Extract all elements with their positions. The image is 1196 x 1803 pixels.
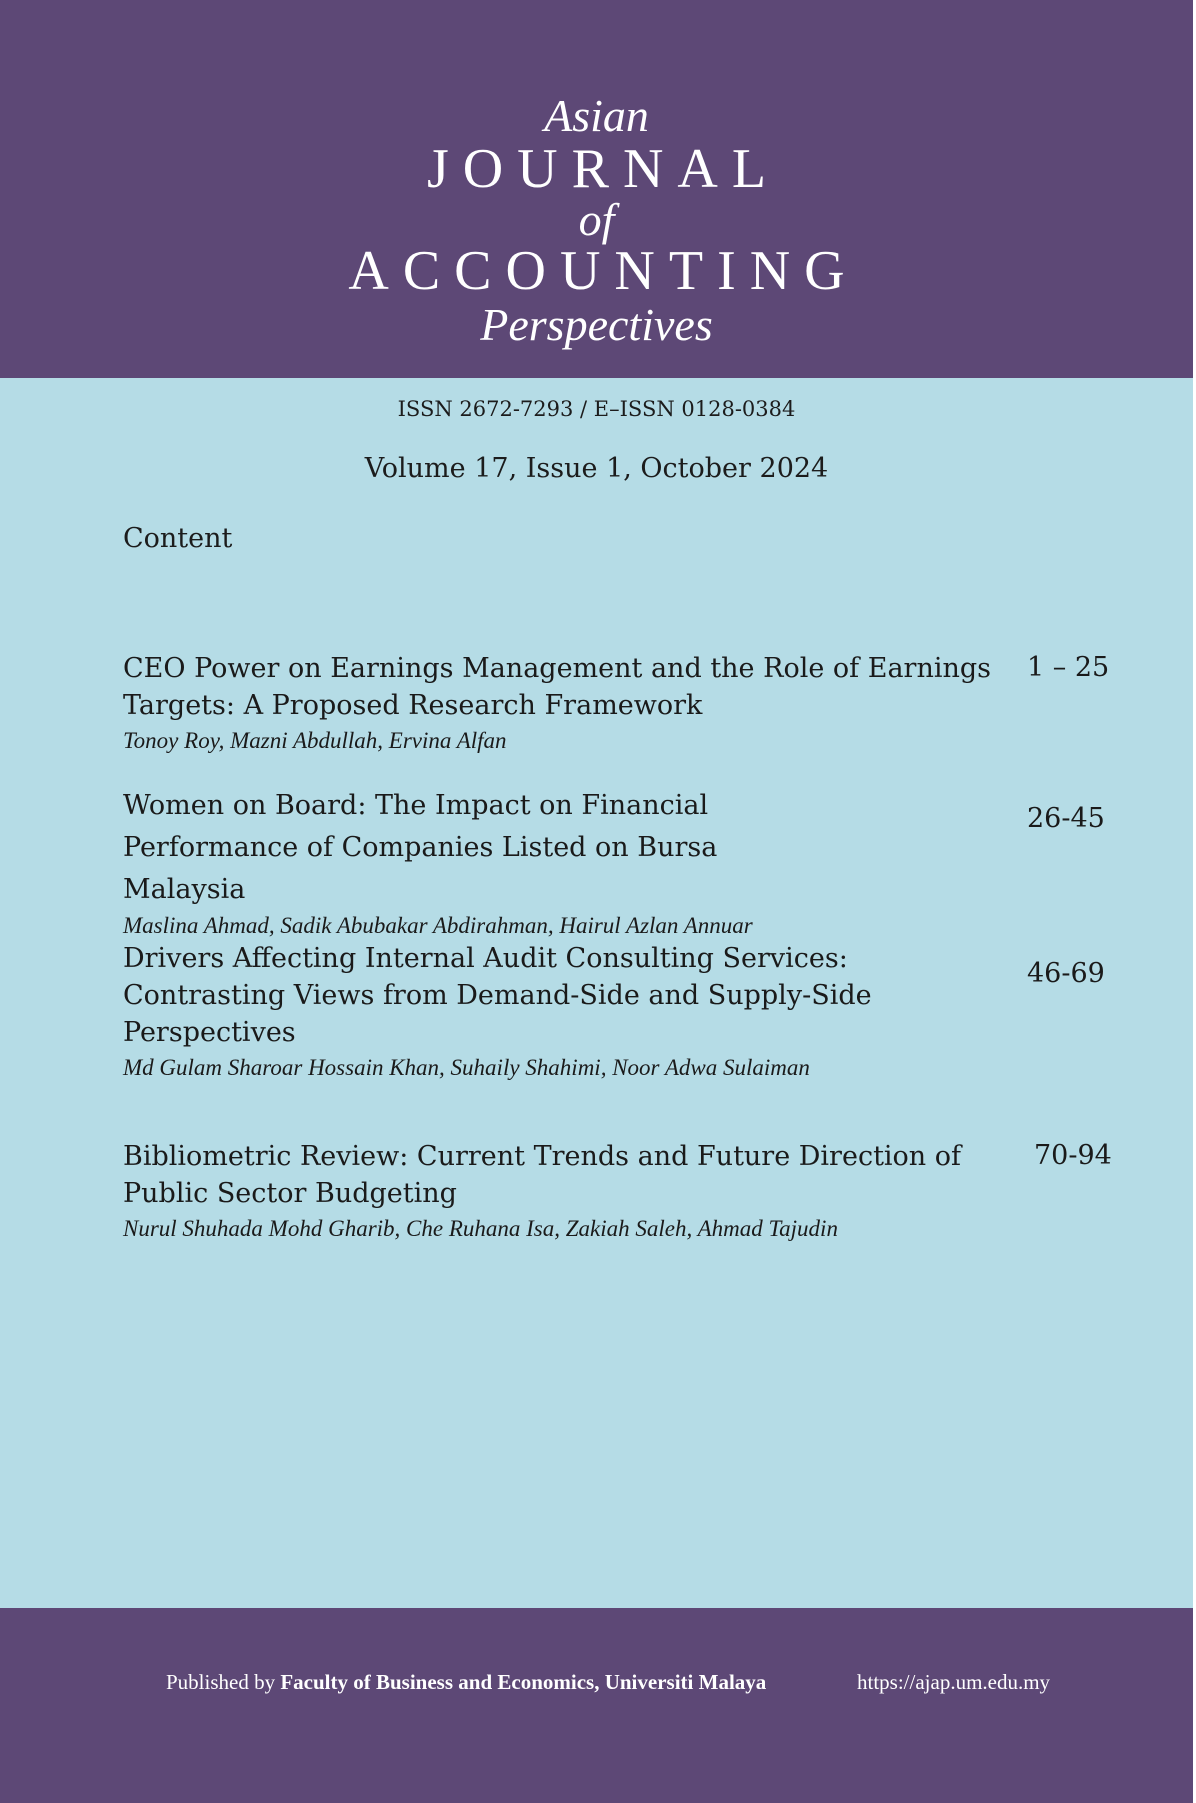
article-pages-2: 26-45 — [1027, 803, 1105, 834]
article-title[interactable]: Women on Board: The Impact on Financial Performance of Companies Listed on Bursa Malaysia — [123, 790, 718, 905]
article-title[interactable]: Drivers Affecting Internal Audit Consulting Services: Contrasting Views from Demand-Side and Supply-Side Perspectives — [123, 943, 872, 1048]
journal-masthead — [0, 0, 1193, 378]
article-entry-2[interactable] — [123, 785, 843, 941]
volume-issue-line: Volume 17, Issue 1, October 2024 — [364, 453, 829, 484]
article-authors: Tonoy Roy, Mazni Abdullah, Ervina Alfan — [123, 728, 507, 753]
publisher-footer — [0, 1608, 1193, 1803]
article-entry-3[interactable] — [123, 940, 943, 1083]
article-pages-1: 1 – 25 — [1027, 652, 1110, 683]
article-pages-4: 70-94 — [1034, 1140, 1112, 1171]
article-authors: Md Gulam Sharoar Hossain Khan, Suhaily Shahimi, Noor Adwa Sulaiman — [123, 1055, 810, 1080]
publisher-line — [166, 1670, 766, 1695]
masthead-asian: Asian — [544, 90, 649, 141]
masthead-perspectives: Perspectives — [480, 299, 713, 350]
article-entry-4[interactable] — [123, 1138, 1003, 1244]
article-pages-3: 46-69 — [1027, 958, 1105, 989]
published-by-label: Published by — [166, 1670, 276, 1694]
article-authors: Nurul Shuhada Mohd Gharib, Che Ruhana Isa, Zakiah Saleh, Ahmad Tajudin — [123, 1216, 838, 1241]
article-authors: Maslina Ahmad, Sadik Abubakar Abdirahman, Hairul Azlan Annuar — [123, 913, 753, 938]
masthead-journal: JOURNAL — [426, 138, 781, 200]
article-title[interactable]: Bibliometric Review: Current Trends and Future Direction of Public Sector Budgeting — [123, 1141, 962, 1209]
article-title[interactable]: CEO Power on Earnings Management and the Role of Earnings Targets: A Proposed Research Framework — [123, 653, 991, 721]
journal-url-link[interactable]: https://ajap.um.edu.my — [857, 1670, 1051, 1694]
masthead-of: of — [578, 194, 615, 245]
article-entry-1[interactable] — [123, 650, 993, 756]
issn-line: ISSN 2672-7293 / E–ISSN 0128-0384 — [397, 397, 796, 421]
publisher-name: Faculty of Business and Economics, Universiti Malaya — [280, 1670, 767, 1694]
masthead-accounting: ACCOUNTING — [348, 240, 859, 302]
content-heading: Content — [123, 523, 233, 554]
